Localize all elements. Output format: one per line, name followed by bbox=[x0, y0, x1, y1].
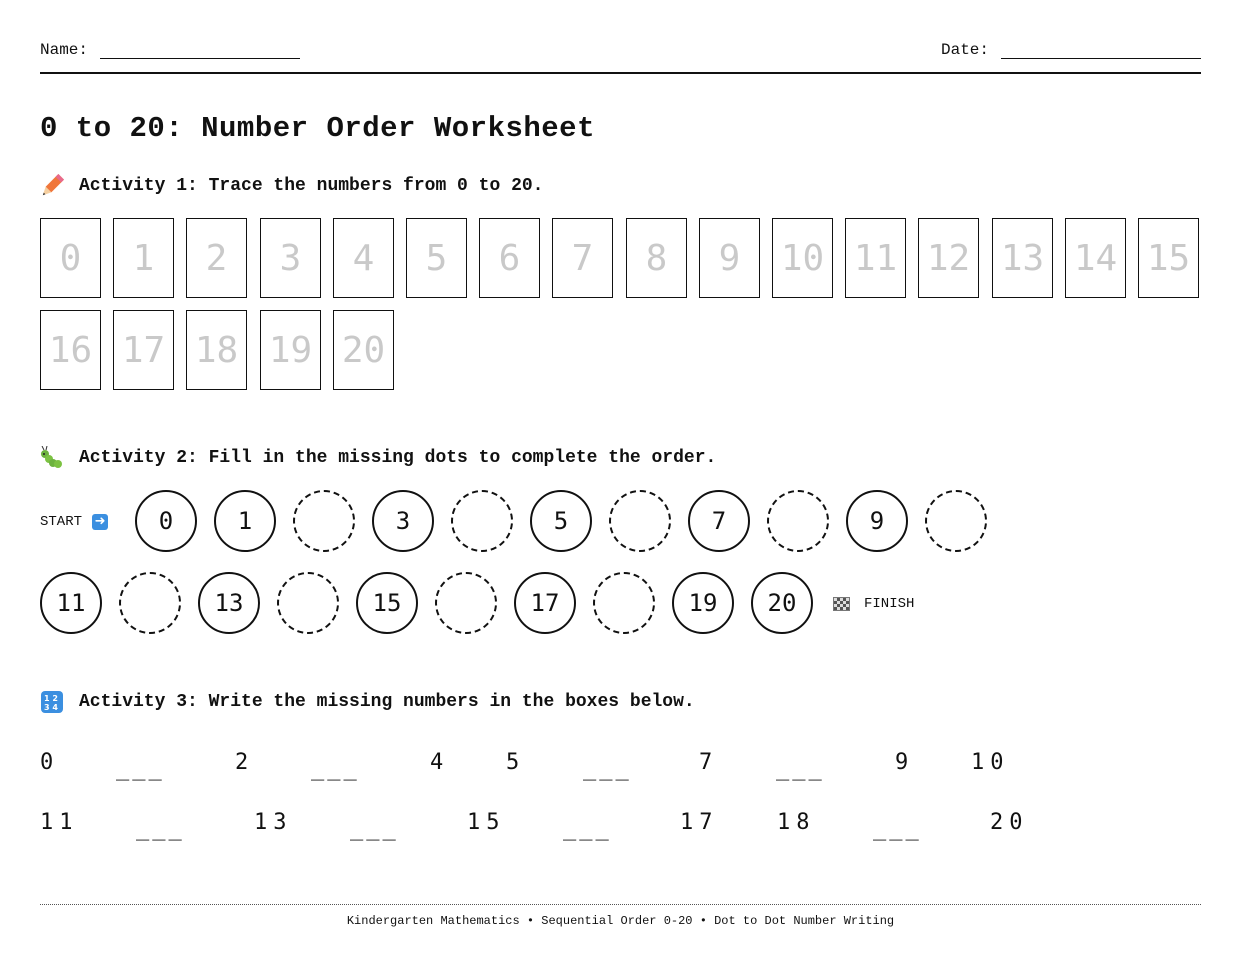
trace-box[interactable]: 17 bbox=[113, 310, 174, 390]
caterpillar-icon bbox=[40, 446, 64, 470]
answer-blank[interactable]: ___ bbox=[350, 816, 399, 841]
number-dot: 19 bbox=[672, 572, 734, 634]
sequence-number: 2 bbox=[235, 750, 255, 775]
missing-dot[interactable] bbox=[293, 490, 355, 552]
trace-box[interactable]: 19 bbox=[260, 310, 321, 390]
pencil-icon bbox=[40, 174, 64, 198]
number-dot: 15 bbox=[356, 572, 418, 634]
trace-box[interactable]: 15 bbox=[1138, 218, 1199, 298]
number-dot: 5 bbox=[530, 490, 592, 552]
answer-blank[interactable]: ___ bbox=[583, 756, 632, 781]
missing-dot[interactable] bbox=[609, 490, 671, 552]
trace-box[interactable]: 1 bbox=[113, 218, 174, 298]
finish-label: FINISH bbox=[864, 596, 915, 612]
missing-dot[interactable] bbox=[925, 490, 987, 552]
date-label: Date: bbox=[940, 41, 989, 59]
answer-blank[interactable]: ___ bbox=[311, 756, 360, 781]
number-dot: 7 bbox=[688, 490, 750, 552]
activity2-heading bbox=[40, 446, 716, 470]
trace-box[interactable]: 9 bbox=[699, 218, 760, 298]
start-label: START bbox=[40, 514, 83, 530]
missing-dot[interactable] bbox=[435, 572, 497, 634]
sequence-number: 17 bbox=[680, 810, 719, 835]
trace-box[interactable]: 7 bbox=[552, 218, 613, 298]
input-numbers-icon bbox=[40, 690, 64, 714]
missing-dot[interactable] bbox=[277, 572, 339, 634]
trace-box[interactable]: 2 bbox=[186, 218, 247, 298]
missing-dot[interactable] bbox=[593, 572, 655, 634]
number-dot: 3 bbox=[372, 490, 434, 552]
activity1-title: Activity 1: Trace the numbers from 0 to 20. bbox=[79, 176, 544, 196]
answer-blank[interactable]: ___ bbox=[136, 816, 185, 841]
number-dot: 0 bbox=[135, 490, 197, 552]
trace-box[interactable]: 10 bbox=[772, 218, 833, 298]
trace-box[interactable]: 8 bbox=[626, 218, 687, 298]
number-dot: 20 bbox=[751, 572, 813, 634]
finish-marker bbox=[833, 596, 914, 612]
start-marker bbox=[40, 514, 108, 530]
worksheet-header bbox=[40, 38, 1201, 74]
trace-box[interactable]: 18 bbox=[186, 310, 247, 390]
svg-text:3 4: 3 4 bbox=[44, 703, 58, 712]
answer-blank[interactable]: ___ bbox=[873, 816, 922, 841]
sequence-number: 5 bbox=[506, 750, 526, 775]
trace-box[interactable]: 6 bbox=[479, 218, 540, 298]
activity1-heading bbox=[40, 174, 543, 198]
answer-blank[interactable]: ___ bbox=[116, 756, 165, 781]
sequence-number: 10 bbox=[971, 750, 1010, 775]
activity3-title: Activity 3: Write the missing numbers in the boxes below. bbox=[79, 692, 695, 712]
date-field bbox=[941, 41, 1201, 59]
missing-dot[interactable] bbox=[119, 572, 181, 634]
svg-text:1 2: 1 2 bbox=[44, 694, 58, 703]
name-field bbox=[40, 41, 300, 59]
sequence-number: 20 bbox=[990, 810, 1029, 835]
trace-box[interactable]: 4 bbox=[333, 218, 394, 298]
sequence-number: 9 bbox=[895, 750, 915, 775]
activity2-title: Activity 2: Fill in the missing dots to complete the order. bbox=[79, 448, 717, 468]
right-arrow-icon: ➜ bbox=[92, 514, 108, 530]
trace-box[interactable]: 0 bbox=[40, 218, 101, 298]
trace-box[interactable]: 11 bbox=[845, 218, 906, 298]
number-dot: 1 bbox=[214, 490, 276, 552]
sequence-number: 7 bbox=[699, 750, 719, 775]
name-label: Name: bbox=[40, 41, 89, 59]
activity3-heading bbox=[40, 690, 695, 714]
name-line[interactable] bbox=[100, 44, 300, 59]
trace-box[interactable]: 14 bbox=[1065, 218, 1126, 298]
number-dot: 9 bbox=[846, 490, 908, 552]
sequence-number: 0 bbox=[40, 750, 60, 775]
sequence-number: 18 bbox=[777, 810, 816, 835]
checkered-flag-icon bbox=[833, 597, 850, 611]
sequence-number: 13 bbox=[254, 810, 293, 835]
date-line[interactable] bbox=[1001, 44, 1201, 59]
answer-blank[interactable]: ___ bbox=[563, 816, 612, 841]
sequence-number: 15 bbox=[467, 810, 506, 835]
answer-blank[interactable]: ___ bbox=[776, 756, 825, 781]
sequence-number: 11 bbox=[40, 810, 79, 835]
footer: Kindergarten Mathematics • Sequential Order 0-20 • Dot to Dot Number Writing bbox=[40, 904, 1201, 928]
missing-dot[interactable] bbox=[451, 490, 513, 552]
trace-box[interactable]: 3 bbox=[260, 218, 321, 298]
trace-box[interactable]: 5 bbox=[406, 218, 467, 298]
trace-box[interactable]: 16 bbox=[40, 310, 101, 390]
number-dot: 13 bbox=[198, 572, 260, 634]
missing-dot[interactable] bbox=[767, 490, 829, 552]
sequence-number: 4 bbox=[430, 750, 450, 775]
number-dot: 11 bbox=[40, 572, 102, 634]
page-title: 0 to 20: Number Order Worksheet bbox=[40, 112, 595, 145]
trace-box[interactable]: 13 bbox=[992, 218, 1053, 298]
trace-box[interactable]: 20 bbox=[333, 310, 394, 390]
number-dot: 17 bbox=[514, 572, 576, 634]
trace-box[interactable]: 12 bbox=[918, 218, 979, 298]
worksheet-page bbox=[40, 0, 1201, 969]
